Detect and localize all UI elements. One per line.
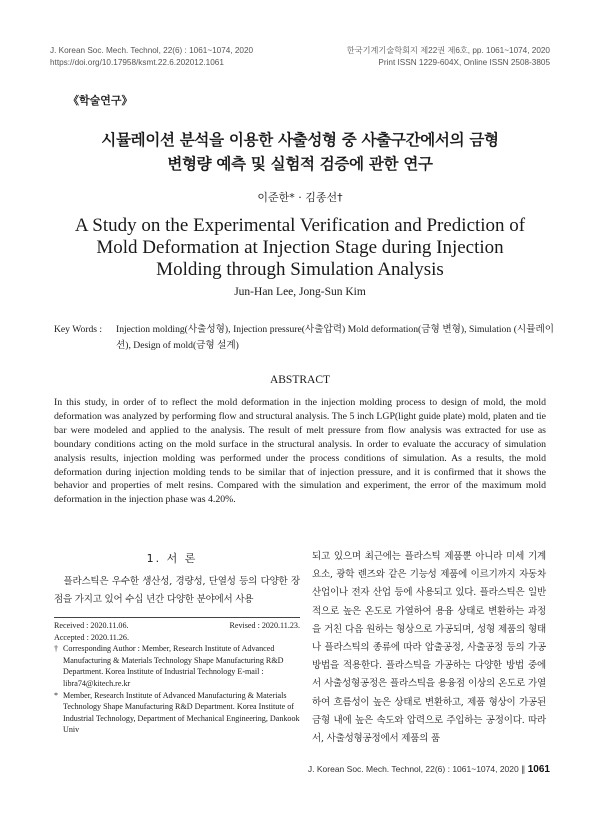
running-header-left <box>50 45 253 69</box>
body-paragraph: 되고 있으며 최근에는 플라스틱 제품뿐 아니라 미세 기계요소, 광학 렌즈와 같은 기능성 제품에 이르기까지 자동차 산업이나 전자 산업 등에 사용되고 있다. 플라스틱은 일반적으로 높은 온도로 가열하여 용융 상태로 변환하는 과정을 거친 다음 원하는 형상으로 가공되며, 성형 제품의 형태나 플라스틱의 종류에 따라 압출공정, 사출공정 등의 가공방법을 적용한다. 플라스틱을 가공하는 다양한 방법 중에서 사출성형공정은 플라스틱을 용융점 이상의 온도로 가열하여 흐름성이 높은 상태로 변환하고, 제품 형상이 가공된 금형 내에 높은 속도와 압력으로 주입하는 공정이다. 따라서, 사출성형공정에서 제품의 품 <box>312 551 546 745</box>
abstract-heading: ABSTRACT <box>269 374 331 386</box>
page-number: 1061 <box>527 764 550 775</box>
footer-citation: J. Korean Soc. Mech. Technol, 22(6) : 1061~1074, 2020 <box>307 764 519 774</box>
english-title-line: A Study on the Experimental Verification and Prediction of <box>74 215 526 236</box>
journal-citation-korean: 한국기계기술학회지 제22권 제6호, pp. 1061~1074, 2020 <box>346 46 550 55</box>
running-header-right <box>347 45 550 69</box>
footer-separator: ∥ <box>521 764 526 774</box>
korean-authors: 이준한* · 김종선† <box>257 191 343 204</box>
body-paragraph: 플라스틱은 우수한 생산성, 경량성, 단열성 등의 다양한 장점을 가지고 있어 수십 년간 다양한 분야에서 사용 <box>54 576 300 606</box>
doi-link[interactable]: https://doi.org/10.17958/ksmt.22.6.202012.1061 <box>50 58 224 67</box>
revised-date: Revised : 2020.11.23. <box>229 621 300 630</box>
keywords-block <box>54 322 554 354</box>
member-note <box>54 690 300 736</box>
korean-title-line: 변형량 예측 및 실험적 검증에 관한 연구 <box>167 155 433 173</box>
member-text: Member, Research Institute of Advanced Manufacturing & Materials Technology Shape Manufacturing R&D Department. Korea Institute of Industrial Technology, Department of Mechanical Engineering, Dankook Univ <box>63 690 300 735</box>
page-footer <box>308 764 550 775</box>
korean-title-line: 시뮬레이션 분석을 이용한 사출성형 중 사출구간에서의 금형 <box>101 131 499 149</box>
corresponding-author-text: Corresponding Author : Member, Research Institute of Advanced Manufacturing & Materials Technology Shape Manufacturing R&D Department. Korea Institute of Industrial Technology E-mail : libra74@kitech.re.kr <box>63 644 284 688</box>
english-authors: Jun-Han Lee, Jong-Sun Kim <box>234 286 366 298</box>
english-title <box>40 215 560 281</box>
korean-title <box>40 128 560 176</box>
abstract-text: In this study, in order of to reflect the mold deformation in the injection molding process to design of mold, the mold deformation was analyzed by performing flow and structural analysis. The 5 inch LGP(light guide plate) mold, platen and tie bar were modeled and applied to the analysis. The result of melt pressure from flow analysis was extracted for use as boundary conditions acting on the mold surface in the structural analysis. In order to evaluate the accuracy of simulation analysis results, injection molding was performed under the process conditions of simulation. As a results, the mold deformation during injection molding tends to be similar that of injection pressure, and it is confirmed that it shows the behavior and properties of melt resins. Compared with the simulation and experiment, the error of the maximum mold deformation in the injection phase was 4.20%. <box>54 397 546 506</box>
english-title-line: Mold Deformation at Injection Stage during Injection <box>96 237 504 258</box>
section-heading: 1. 서 론 <box>146 552 198 565</box>
english-title-line: Molding through Simulation Analysis <box>156 259 444 280</box>
received-revised-row <box>54 620 300 632</box>
accepted-date: Accepted : 2020.11.26. <box>54 632 129 642</box>
corresponding-author-note <box>54 643 300 689</box>
issn-line: Print ISSN 1229-604X, Online ISSN 2508-3805 <box>378 58 550 67</box>
received-date: Received : 2020.11.06. <box>54 621 129 630</box>
dagger-mark: † <box>54 644 59 654</box>
asterisk-mark: * <box>54 690 59 700</box>
footnotes <box>54 620 300 736</box>
footnote-divider <box>54 617 300 618</box>
keywords-text: Injection molding(사출성형), Injection pressure(사출압력) Mold deformation(금형 변형), Simulation (시뮬레이션), Design of mold(금형 설계) <box>116 324 554 351</box>
journal-citation: J. Korean Soc. Mech. Technol, 22(6) : 1061~1074, 2020 <box>50 46 254 55</box>
keywords-label: Key Words : <box>54 324 103 335</box>
article-category: 《학술연구》 <box>68 94 133 107</box>
body-column-left <box>54 573 300 609</box>
body-column-right <box>312 548 546 748</box>
